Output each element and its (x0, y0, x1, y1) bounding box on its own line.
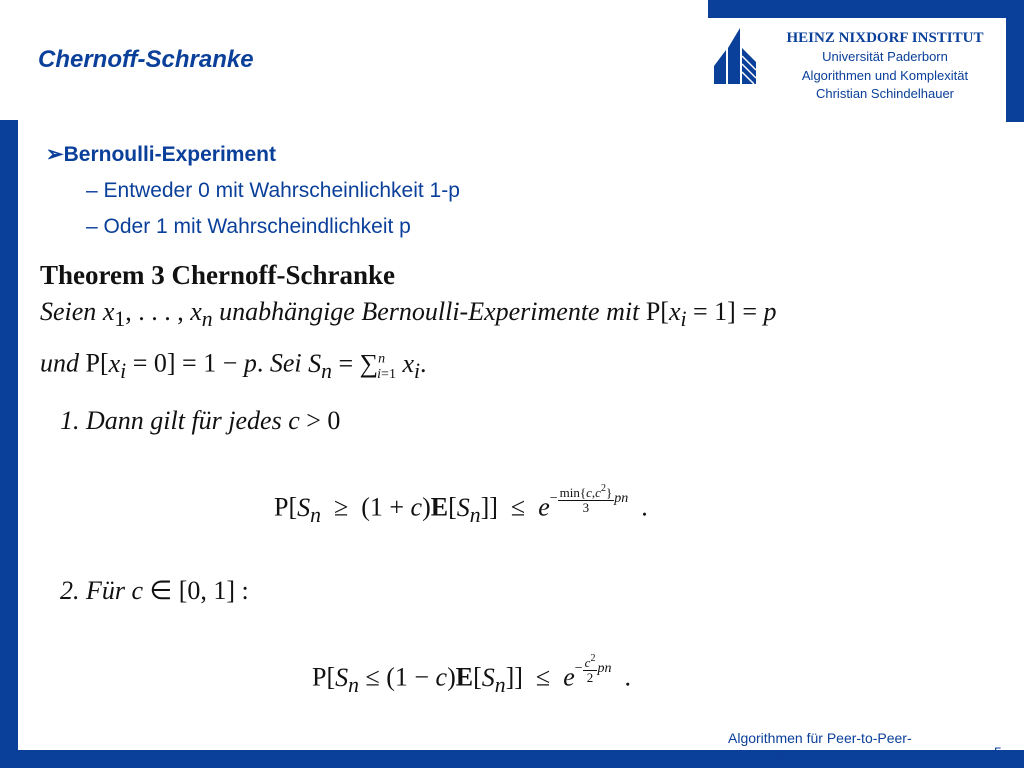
math-prob-one: $P[x_i = 1] = p$ (645, 297, 777, 332)
left-border-bar (0, 120, 18, 768)
right-border-strip (1006, 0, 1024, 122)
group-name: Algorithmen und Komplexität (801, 67, 969, 83)
theorem-item-2 (60, 576, 249, 606)
theorem-sei: Sei (269, 348, 302, 378)
math-variables: $x_1$, . . . , $x_n$ (102, 297, 213, 332)
bullet-sub-2: – Oder 1 mit Wahrscheindlichkeit p (86, 215, 411, 238)
institute-info (772, 28, 998, 104)
arrow-bullet-icon: ➢ (46, 143, 64, 166)
math-c-interval: c ∈ [0, 1] : (131, 576, 249, 605)
footer-course-title: Algorithmen für Peer-to-Peer-Netzwerke (728, 730, 912, 763)
theorem-und: und (40, 348, 79, 378)
page-number: 5 (994, 744, 1002, 760)
bullet-sub-1: – Entweder 0 mit Wahrscheinlichkeit 1-p (86, 179, 460, 202)
theorem-item-1 (60, 406, 340, 436)
math-sum-def: $S_n = \sum^n_{i=1}$ $x_i$. (308, 348, 427, 384)
bullet-list (46, 142, 460, 240)
math-prob-zero: $P[x_i = 0] = 1 - p$. (85, 348, 264, 384)
theorem-heading: Theorem 3 Chernoff-Schranke (40, 260, 395, 290)
item-1-text: 1. Dann gilt für jedes (60, 406, 282, 435)
header-band (708, 0, 1024, 18)
theorem-unabhaengige: unabhängige Bernoulli-Experimente mit (219, 297, 640, 326)
theorem-statement (40, 292, 960, 395)
institute-logo (714, 28, 756, 84)
theorem-block (40, 258, 960, 395)
item-2-text: 2. Für (60, 576, 125, 605)
university-name: Universität Paderborn (822, 49, 948, 64)
bullet-main (46, 142, 460, 168)
formula-upper-bound: $P[S_n \ge (1 + c)E[S_n]] \le e^{- \frac{\min\{c,c^2\}}{3} pn}$ . (274, 483, 648, 527)
bullet-main-text: Bernoulli-Experiment (63, 143, 276, 166)
author-name: Christian Schindelhauer (815, 86, 955, 101)
theorem-seien: Seien (40, 297, 97, 326)
institute-name: HEINZ NIXDORF INSTITUT (786, 30, 984, 46)
formula-lower-bound: $P[S_n \le (1 - c)E[S_n]] \le e^{- \frac{c^2}{2} pn}$ . (312, 653, 631, 697)
slide-title: Chernoff-Schranke (38, 46, 254, 73)
math-c-positive: c > 0 (288, 406, 341, 435)
